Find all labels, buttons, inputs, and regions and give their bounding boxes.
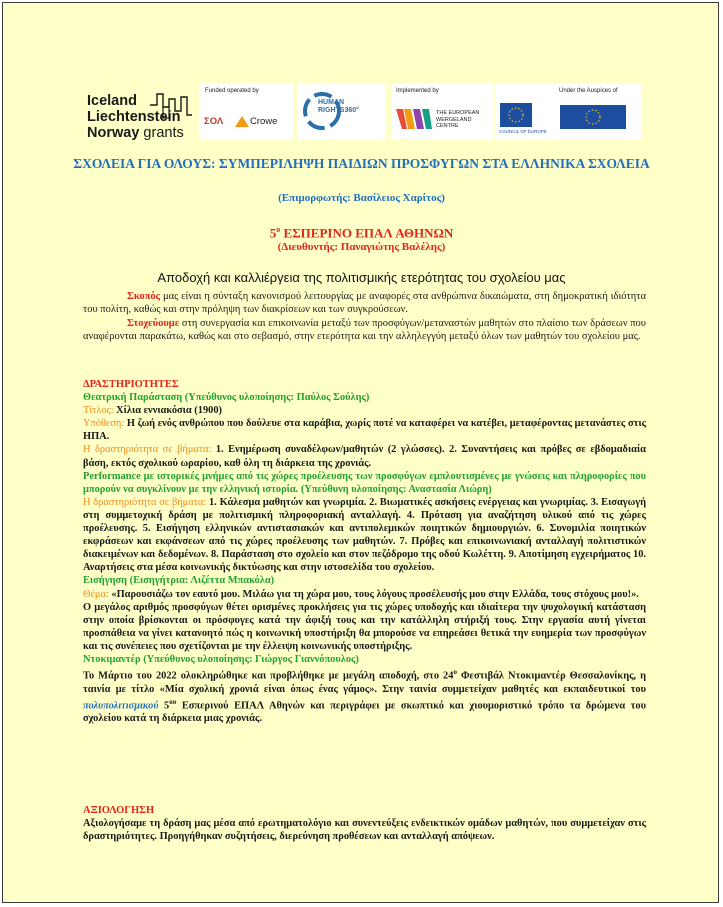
- funded-by-card: Funded operated by ΣΟΛ Crowe: [199, 83, 293, 139]
- theatre-steps: Η δραστηριότητα σε βήματα: 1. Ενημέρωση συναδέλφων/μαθητών (2 γλώσσες). 2. Συναντήσεις και πρόβες σε εβδομαδιαία βάση, εκτός σχολικού ωραρίου, καθ όλη τη διάρκεια της χρονιάς.: [83, 444, 646, 469]
- activities-section: [83, 378, 646, 725]
- human-rights-card: [298, 83, 386, 139]
- program-title: ΣΧΟΛΕΙΑ ΓΙΑ ΟΛΟΥΣ: ΣΥΜΠΕΡΙΛΗΨΗ ΠΑΙΔΙΩΝ ΠΡΟΣΦΥΓΩΝ ΣΤΑ ΕΛΛΗΝΙΚΑ ΣΧΟΛΕΙΑ: [73, 156, 650, 171]
- theatre-heading: Θεατρική Παράσταση (Υπεύθυνος υλοποίησης: Παύλος Σούλης): [83, 392, 370, 404]
- theatre-title: Τίτλος: Χίλια εννιακόσια (1900): [83, 405, 222, 417]
- presentation-heading: Εισήγηση (Εισηγήτρια: Λιζέττα Μπακόλα): [83, 575, 275, 587]
- wergeland-card: Implemented by THE EUROPEAN WERGELAND CENTRE: [392, 83, 494, 139]
- trainer-line: (Επιμορφωτής: Βασίλειος Χαρίτος): [278, 192, 445, 204]
- purpose-paragraph: Σκοπός μας είναι η σύνταξη κανονισμού λειτουργίας με αναφορές στα ανθρώπινα δικαιώματα, στη δημοκρατική ιδιότητα του πολίτη, καθώς και στην πρόληψη των διακρίσεων και των συγκρούσεων.: [83, 291, 646, 316]
- school-name: $5^o$ ΕΣΠΕΡΙΝΟ ΕΠΑΛ ΑΘΗΝΩΝ: [269, 225, 454, 241]
- goal-paragraph: Στοχεύουμε στη συνεργασία και επικοινωνία μεταξύ των προσφύγων/μεταναστών μαθητών στο πλαίσιο των δράσεων που αναφέρονται παρακάτω, καθώς και στο σεβασμό, στην ετερότητα και την αλληλεγγύη μεταξύ όλων των μαθητών του σχολείου μας.: [83, 318, 646, 343]
- council-of-europe-card: COUNCIL OF EUROPE: [495, 83, 555, 139]
- wergeland-text: THE EUROPEAN WERGELAND CENTRE: [436, 110, 480, 129]
- activities-heading: ΔΡΑΣΤΗΡΙΟΤΗΤΕΣ: [83, 379, 179, 390]
- eea-grants-logo: Iceland Liechtenstein Norway grants: [87, 93, 197, 141]
- eea-grants-mark-icon: [149, 93, 193, 119]
- presentation-theme: Θέμα: «Παρουσιάζω τον εαυτό μου. Μιλάω για τη χώρα μου, τους λόγους προσέλευσής μου στην Ελλάδα, τους στόχους μου!».: [83, 588, 639, 600]
- subject-heading: Αποδοχή και καλλιέργεια της πολιτισμικής ετερότητας του σχολείου μας: [157, 270, 566, 285]
- documentary-body: Το Μάρτιο του 2022 ολοκληρώθηκε και προβλήθηκε με μεγάλη αποδοχή, στο $24^o$ Φεστιβάλ Ντοκιμαντέρ Θεσσαλονίκης, η ταινία με τίτλο «Μία σχολική χρονιά είναι όπως ένας γάμος». Στην ταινία συμμετείχαν μαθητές και εκπαιδευτικοί του πολυπολιτισμικού $5^{o\upsilon}$ Εσπερινού ΕΠΑΛ Αθηνών και περιγράφει με σκωπτικό και χιουμοριστικό τρόπο τα δρώμενα του σχολείου κατά τη διάρκεια μιας χρονιάς.: [83, 668, 647, 725]
- performance-steps: Η δραστηριότητα σε βήματα: 1. Κάλεσμα μαθητών και γνωριμία. 2. Βιωματικές ασκήσεις ενέργειας και γνωριμίας. 3. Εισαγωγή στη συμμετοχική δράση με πολιτισμική πληροφοριακή ανταλλαγή. 4. Πρόταση για αναζήτηση υλικού από τις χώρες προέλευσης. 5. Εισήγηση ελληνικών αντιστασιακών και αντιπολεμικών ποιητικών δημιουργιών. 6. Συνομιλία ποιητικών εκφράσεων και εκφάνσεων από τις χώρες προέλευσης των μαθητών. 7. Πρόβες και επικοινωνιακή ανταλλαγή πολιτιστικών διακειμένων και δεδομένων. 8. Παράσταση στο σχολείο και στον πεζόδρομο της οδού Κωλέττη. 9. Αποτίμηση εγχειρήματος 10. Αναρτήσεις στα μέσα κοινωνικής δικτύωσης και στην ιστοσελίδα του σχολείου.: [83, 496, 646, 574]
- council-of-europe-flag-icon: [500, 103, 532, 127]
- theatre-plot: Υπόθεση: Η ζωή ενός ανθρώπου που δούλευε στα καράβια, χωρίς ποτέ να καταφέρει να κατέβει, μεταφέροντας μετανάστες στις ΗΠΑ.: [83, 418, 646, 443]
- evaluation-text: Αξιολογήσαμε τη δράση μας μέσα από ερωτηματολόγιο και συνεντεύξεις ενδεικτικών ομάδων μαθητών, που συμμετείχαν στις δραστηριότητες. Προηγήθηκαν συζητήσεις, διερεύνηση προθέσεων και ανταλλαγή απόψεων.: [83, 818, 646, 843]
- auspices-card: Under the Auspices of: [555, 83, 641, 139]
- evaluation-section: [83, 804, 646, 843]
- human-rights-text: HUMAN RIGHTS360°: [318, 99, 359, 114]
- presentation-body: Ο μεγάλος αριθμός προσφύγων θέτει ορισμένες προκλήσεις για τις χώρες υποδοχής και ιδιαίτερα την ψυχολογική κατάσταση στην οποία βρίσκονται οι πρόσφυγες κατά την άφιξή τους και την κατάλληλη στήριξή τους. Στην εργασία αυτή γίνεται προσπάθεια να γίνει κατανοητό πώς η κοινωνική υποστήριξη θα μπορούσε να επηρεάσει θετικά την ευημερία των προσφύγων και τις συνέπειες που σχετίζονται με την έλλειψη κοινωνικής υποστήριξης.: [83, 601, 646, 652]
- evaluation-heading: ΑΞΙΟΛΟΓΗΣΗ: [83, 805, 155, 816]
- wergeland-w-icon: [396, 109, 432, 129]
- documentary-heading: Ντοκιμαντέρ (Υπεύθυνος υλοποίησης: Γιώργος Γιαννόπουλος): [83, 653, 359, 665]
- auspices-emblem-icon: [560, 105, 626, 129]
- director-line: (Διευθυντής: Παναγιώτης Βαλέλης): [277, 241, 446, 253]
- poster-page: [2, 2, 719, 903]
- performance-heading: Performance με ιστορικές μνήμες από τις χώρες προέλευσης των προσφύγων εμπλουτισμένες με γνώσεις και πληροφορίες που μπορούν να συγκλίνουν με την ελληνική ιστορία. (Υπεύθυνη υλοποίησης: Αναστασία Λιώρη): [83, 470, 646, 495]
- crowe-triangle-icon: [235, 116, 249, 127]
- logo-band: [3, 79, 720, 141]
